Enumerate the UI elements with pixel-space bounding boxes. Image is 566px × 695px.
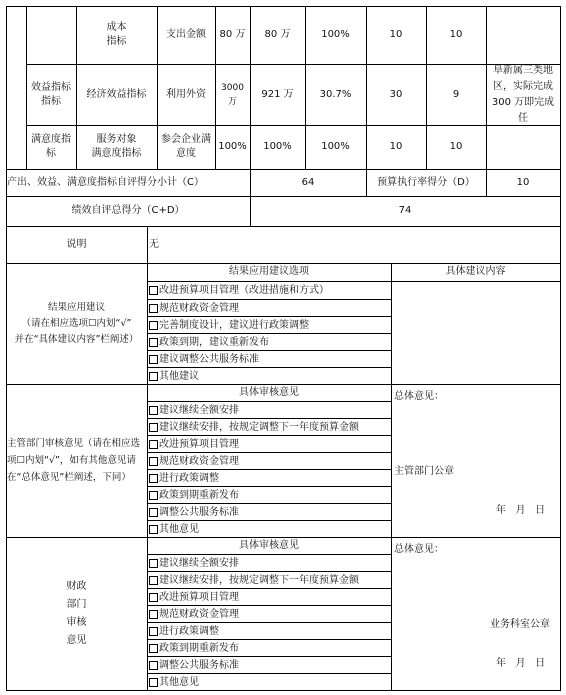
checkbox[interactable] [149, 491, 158, 500]
cost-rate: 100% [321, 29, 350, 40]
checkbox[interactable] [149, 678, 158, 687]
finance-seal: 业务科室公章 [490, 619, 550, 630]
checkbox[interactable] [149, 610, 158, 619]
benefit-score: 9 [452, 88, 460, 100]
checkbox[interactable] [149, 372, 158, 381]
result-content-header: 具体建议内容 [445, 266, 506, 277]
checkbox[interactable] [149, 508, 158, 517]
result-option-3[interactable]: 完善制度设计，建议进行政策调整 [149, 319, 309, 332]
dept-option-1[interactable]: 建议继续全额安排 [149, 404, 239, 417]
checkbox[interactable] [149, 355, 158, 364]
satisfaction-note [486, 125, 560, 169]
satisfaction-sub-indicator: 服务对象 满意度指标 [91, 134, 142, 159]
cost-indicator: 支出金额 [166, 29, 206, 40]
checkbox[interactable] [149, 661, 158, 670]
checkbox[interactable] [149, 593, 158, 602]
checkbox[interactable] [149, 627, 158, 636]
checkbox[interactable] [149, 457, 158, 466]
checkbox[interactable] [149, 474, 158, 483]
checkbox[interactable] [149, 406, 158, 415]
satisfaction-score: 10 [449, 141, 463, 152]
benefit-annual-target: 3000 万 [221, 82, 244, 107]
benefit-category: 效益指标 指标 [31, 81, 71, 107]
benefit-weight: 30 [389, 88, 403, 100]
total-label: 绩效自评总得分（C+D） [71, 205, 185, 216]
benefit-rate: 30.7% [319, 88, 352, 100]
finance-overall-label: 总体意见： [394, 544, 444, 555]
finance-date: 年 月 日 [496, 658, 546, 669]
cost-sub-indicator: 成本 指标 [106, 22, 127, 47]
finance-label: 财政 部门 审核 意见 [66, 580, 87, 646]
satisfaction-annual-target: 100% [218, 141, 247, 152]
result-option-5[interactable]: 建议调整公共服务标准 [149, 353, 259, 366]
cost-note [486, 6, 560, 64]
dept-opinion-header: 具体审核意见 [239, 386, 299, 398]
finance-option-6[interactable]: 政策到期重新发布 [149, 642, 239, 655]
exec-rate-value: 10 [516, 176, 530, 188]
subtotal-label: 产出、效益、满意度指标自评得分小计（C） [7, 176, 204, 188]
satisfaction-indicator: 参会企业满 意度 [161, 134, 211, 159]
dept-option-8[interactable]: 其他意见 [149, 523, 199, 536]
exec-rate-label: 预算执行率得分（D） [377, 176, 475, 188]
total-value: 74 [398, 205, 412, 216]
dept-overall-label: 总体意见： [394, 391, 444, 402]
finance-option-4[interactable]: 规范财政资金管理 [149, 608, 239, 621]
finance-opinion-header: 具体审核意见 [239, 539, 299, 551]
checkbox[interactable] [149, 423, 158, 432]
subtotal-value: 64 [301, 176, 315, 188]
checkbox[interactable] [149, 525, 158, 534]
dept-option-5[interactable]: 进行政策调整 [149, 472, 219, 485]
benefit-sub-indicator: 经济效益指标 [86, 88, 147, 100]
dept-seal: 主管部门公章 [394, 466, 454, 477]
checkbox[interactable] [149, 576, 158, 585]
benefit-indicator: 利用外资 [166, 88, 206, 100]
checkbox[interactable] [149, 338, 158, 347]
result-option-2[interactable]: 规范财政资金管理 [149, 302, 239, 315]
result-label: 结果应用建议 （请在相应选项☐内划“√” 并在“具体建议内容”栏阐述） [14, 301, 139, 345]
checkbox[interactable] [149, 321, 158, 330]
note-value[interactable]: 无 [149, 238, 159, 250]
finance-option-2[interactable]: 建议继续安排，按规定调整下一年度预算金额 [149, 574, 359, 587]
finance-option-8[interactable]: 其他意见 [149, 676, 199, 689]
note-label: 说明 [66, 238, 87, 250]
satisfaction-category: 满意度指 标 [31, 134, 71, 159]
satisfaction-rate: 100% [321, 141, 350, 152]
result-content-area[interactable] [392, 282, 560, 384]
checkbox[interactable] [149, 559, 158, 568]
checkbox[interactable] [149, 286, 158, 295]
finance-option-3[interactable]: 改进预算项目管理 [149, 591, 239, 604]
finance-option-1[interactable]: 建议继续全额安排 [149, 557, 239, 570]
result-option-1[interactable]: 改进预算项目管理（改进措施和方式） [149, 284, 329, 297]
checkbox[interactable] [149, 304, 158, 313]
dept-option-7[interactable]: 调整公共服务标准 [149, 506, 239, 519]
dept-option-6[interactable]: 政策到期重新发布 [149, 489, 239, 502]
dept-date: 年 月 日 [496, 505, 546, 516]
result-options-header: 结果应用建议选项 [229, 266, 309, 277]
cost-score: 10 [449, 29, 463, 40]
finance-option-5[interactable]: 进行政策调整 [149, 625, 219, 638]
result-option-4[interactable]: 政策到期，建议重新发布 [149, 336, 269, 349]
dept-option-4[interactable]: 规范财政资金管理 [149, 455, 239, 468]
checkbox[interactable] [149, 644, 158, 653]
checkbox[interactable] [149, 440, 158, 449]
dept-label: 主管部门审核意见（请在相应选项☐内划“√”，如有其他意见请在“总体意见”栏阐述，下同） [7, 438, 141, 483]
benefit-actual: 921 万 [261, 88, 294, 100]
cost-actual: 80 万 [264, 29, 291, 40]
cost-weight: 10 [389, 29, 403, 40]
satisfaction-actual: 100% [263, 141, 292, 152]
result-option-6[interactable]: 其他建议 [149, 370, 199, 383]
cost-annual-target: 80 万 [219, 29, 246, 40]
dept-option-2[interactable]: 建议继续安排，按规定调整下一年度预算金额 [149, 421, 359, 434]
satisfaction-weight: 10 [389, 141, 403, 152]
benefit-note: 阜新属三类地区，实际完成300 万即完成任 [491, 64, 555, 124]
finance-option-7[interactable]: 调整公共服务标准 [149, 659, 239, 672]
dept-option-3[interactable]: 改进预算项目管理 [149, 438, 239, 451]
